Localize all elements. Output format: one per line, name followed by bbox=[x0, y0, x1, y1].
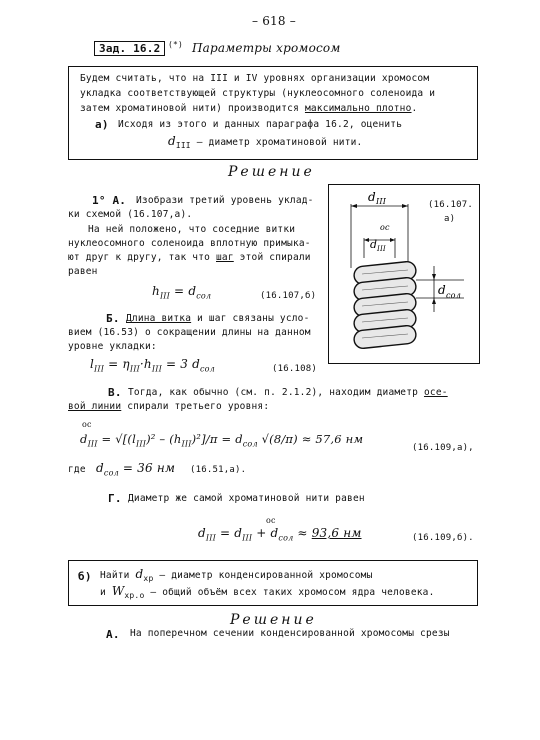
equation-16-107-b: $h_{III} = d_{сол}$ bbox=[152, 284, 212, 301]
page-number: – 618 – bbox=[252, 14, 296, 28]
section-title: Параметры хромосом bbox=[192, 41, 341, 55]
step-v-line-1: Тогда, как обычно (см. п. 2.1.2), находим диаметр осе- bbox=[128, 387, 448, 398]
figure-label-mid-sub: III bbox=[377, 245, 386, 253]
eq-sup-os-2: ос bbox=[266, 516, 276, 525]
solution-heading-2: Решение bbox=[230, 612, 317, 628]
task-a-marker: а) bbox=[95, 118, 109, 131]
equation-16-109-a: $d_{III} = √[(l_{III})^2 - (h_{III})^2]/\pi = d_{сол}$ √(8/π) ≈ 57,6 нм bbox=[80, 432, 364, 449]
intro-line-1: Будем считать, что на III и IV уровнях организации хромосом bbox=[80, 73, 430, 84]
equation-number-16-108: (16.108) bbox=[272, 364, 317, 374]
step-b-line-1: Длина витка и шаг связаны усло- bbox=[126, 313, 310, 324]
equation-16-109-b: $d_{III} = d_{III} + d_{сол} \approx 93,6$ нм bbox=[198, 526, 362, 543]
step-1a-line-2: ки схемой (16.107,а). bbox=[68, 209, 193, 220]
eq-sup-os-1: ос bbox=[82, 420, 92, 429]
equation-number-16-107-b: (16.107,б) bbox=[260, 291, 317, 301]
step-a2-text: На поперечном сечении конденсированной хромосомы срезы bbox=[130, 628, 450, 639]
step-b-line-3: уровне укладки: bbox=[68, 341, 157, 352]
equation-number-16-109-b: (16.109,б). bbox=[412, 533, 474, 543]
step-g-line-1: Диаметр же самой хроматиновой нити равен bbox=[128, 493, 365, 504]
step-1a-para-3: ют друг к другу, так что шаг этой спирали bbox=[68, 252, 311, 263]
solenoid-figure bbox=[328, 184, 478, 362]
task-a-line-2: $d_{III}$ – диаметр хроматиновой нити. bbox=[168, 134, 363, 150]
task-b-marker: б) bbox=[78, 570, 92, 583]
step-1a-line-1: Изобрази третий уровень уклад- bbox=[136, 195, 314, 206]
intro-line-3: затем хроматиновой нити) производится максимально плотно. bbox=[80, 103, 418, 114]
equation-number-16-109-a: (16.109,а), bbox=[412, 443, 474, 453]
step-b-marker: Б. bbox=[106, 312, 120, 325]
figure-label-side: d bbox=[438, 283, 446, 297]
figure-label-mid: d bbox=[370, 238, 378, 251]
equation-16-108: $l_{III} = \eta_{III}\cdot h_{III} = 3$ $d_{сол}$ bbox=[90, 357, 215, 374]
intro-line-2: укладка соответствующей структуры (нуклеосомного соленоида и bbox=[80, 88, 436, 99]
step-a2-marker: А. bbox=[106, 628, 120, 641]
figure-label-os: ос bbox=[380, 223, 390, 232]
step-1a-marker: 1° А. bbox=[92, 194, 127, 207]
task-a-line-1: Исходя из этого и данных параграфа 16.2, оценить bbox=[118, 119, 403, 130]
where-label: где bbox=[68, 464, 86, 475]
step-1a-para-1: На ней положено, что соседние витки bbox=[88, 224, 296, 235]
step-b-line-2: вием (16.53) о сокращении длины на данном bbox=[68, 327, 311, 338]
step-v-marker: В. bbox=[108, 386, 122, 399]
step-1a-para-4: равен bbox=[68, 266, 98, 277]
task-b-line-1: Найти $d_{хр}$ – диаметр конденсированной хромосомы bbox=[100, 567, 373, 583]
step-v-line-2: вой линии спирали третьего уровня: bbox=[68, 401, 270, 412]
task-b-line-2: и $W_{хр.о}$ – общий объём всех таких хромосом ядра человека. bbox=[100, 584, 435, 600]
step-1a-para-2: нуклеосомного соленоида вплотную примыка- bbox=[68, 238, 311, 249]
figure-eq-ref-2: а) bbox=[444, 214, 456, 224]
figure-label-side-sub: сол bbox=[446, 291, 461, 300]
figure-label-top: d bbox=[368, 190, 376, 204]
solution-heading-1: Решение bbox=[228, 164, 315, 180]
step-g-marker: Г. bbox=[108, 492, 122, 505]
equation-number-16-51-a: (16.51,а). bbox=[190, 465, 247, 475]
equation-16-51-a: $d_{сол} = 36$ нм bbox=[96, 461, 176, 478]
section-tag: Зад. 16.2 bbox=[94, 41, 165, 56]
difficulty-star: (*) bbox=[168, 40, 184, 49]
figure-label-top-sub: III bbox=[376, 197, 387, 206]
figure-eq-ref: (16.107. bbox=[428, 200, 473, 210]
